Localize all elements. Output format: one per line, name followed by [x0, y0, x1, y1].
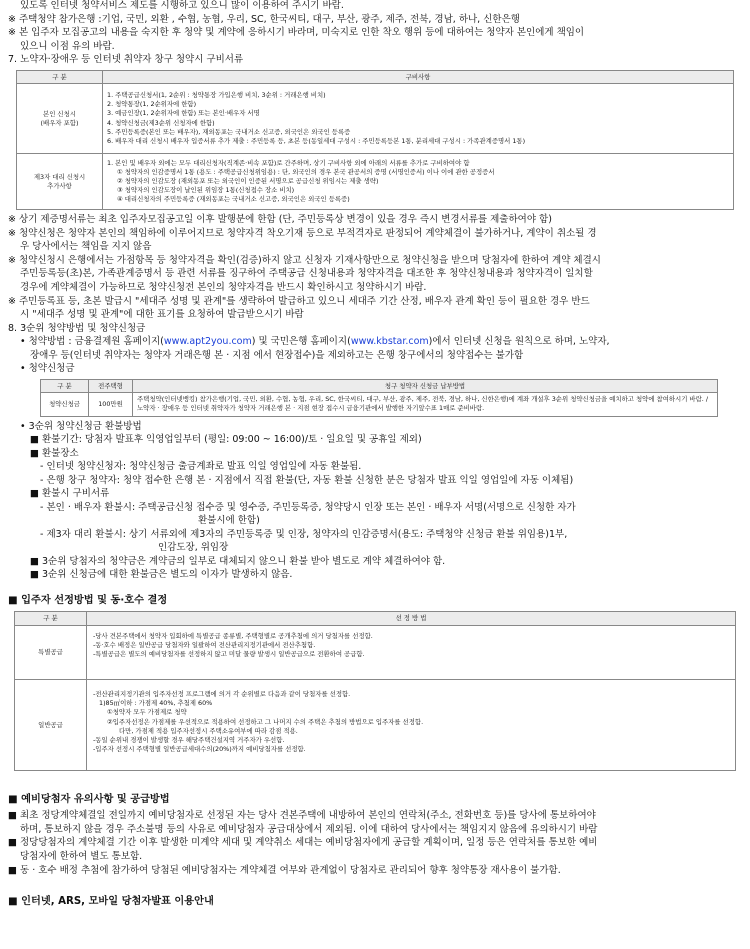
note-line: 우 당사에서는 책임을 지지 않음	[20, 241, 152, 253]
documents-table-header-items: 구비사항	[103, 70, 734, 84]
refund-line: ■ 환불시 구비서류	[30, 488, 110, 500]
documents-table	[16, 70, 734, 211]
table-row	[15, 626, 736, 680]
row-label: 제3자 대리 신청시 추가사항	[17, 153, 103, 209]
note-line: 경우에 계약체결이 가능하므로 청약신청전 본인의 청약자격을 반드시 확인하시고 청약하시기 바람.	[20, 281, 427, 293]
deposit-table-header-method: 청구 청약자 신청금 납부방법	[133, 379, 718, 393]
section8-heading: 8. 3순위 청약방법 및 청약신청금	[8, 322, 146, 334]
note-line: 주민등록등(초)본, 가족관계증명서 등 관련 서류를 징구하여 주택공급 신청내용과 청약자격을 대조한 후 청약신청내용과 청약자격이 일치할	[20, 268, 593, 280]
intro-block	[8, 0, 742, 53]
deposit-table	[40, 379, 718, 417]
selection-table-header-method: 선 정 방 법	[87, 612, 736, 626]
deposit-table-header-category: 구 분	[41, 379, 89, 393]
special-supply-label: 특별공급	[15, 626, 87, 680]
note-line: ※ 청약신청은 청약자 본인의 책임하에 이루어지므로 청약자격 착오기재 등으로 부적격자로 판정되어 계약체결이 불가하거나, 계약이 취소될 경	[8, 227, 597, 239]
table-row	[17, 153, 734, 209]
general-supply-label: 일반공급	[15, 680, 87, 771]
reserve-line: ■ 동 · 호수 배정 추첨에 참가하여 당첨된 예비당첨자는 계약체결 여부와 관계없이 당첨자로 관리되어 향후 청약통장 재사용이 불가함.	[8, 864, 561, 876]
note-line: 시 "세대주 성명 및 관계"에 대한 표기를 요청하여 발급받으시기 바람	[20, 309, 304, 321]
row-label: 본인 신청시 (배우자 포함)	[17, 84, 103, 154]
reserve-line: 당첨자에 한하여 별도 통보함.	[20, 850, 143, 862]
refund-line: ■ 3순위 당첨자의 청약금은 계약금의 일부로 대체되지 않으니 환불 받아 별도로 계약 체결하여야 함.	[30, 555, 446, 567]
selection-heading: ■ 입주자 선정방법 및 동·호수 결정	[8, 594, 168, 606]
intro-line-1: 있도록 인터넷 청약서비스 제도를 시행하고 있으니 많이 이용하여 주시기 바람.	[20, 0, 344, 11]
selection-table-header-category: 구 분	[15, 612, 87, 626]
kbstar-link[interactable]: www.kbstar.com	[350, 336, 429, 348]
intro-notice: ※ 본 입주자 모집공고의 내용을 숙지한 후 청약 및 계약에 응하시기 바라며, 미숙지로 인한 착오 행위 등에 대하여는 청약자 본인에게 책임이	[8, 27, 585, 39]
refund-line: ■ 3순위 신청금에 대한 환불금은 별도의 이자가 발생하지 않음.	[30, 569, 293, 581]
section7-notes	[8, 214, 742, 321]
reserve-heading: ■ 예비당첨자 유의사항 및 공급방법	[8, 793, 170, 805]
intro-banks: ※ 주택청약 참가은행 :기업, 국민, 외환 , 수협, 농협, 우리, SC, 한국씨티, 대구, 부산, 광주, 제주, 전북, 경남, 하나, 신한은행	[8, 13, 520, 25]
deposit-table-header-type: 전주택형	[89, 379, 133, 393]
deposit-heading: • 청약신청금	[20, 363, 75, 375]
note-line: ※ 청약신청시 은행에서는 가점항목 등 청약자격을 확인(검증)하지 않고 신청자 기재사항만으로 청약신청을 받으며 당첨자에 한하여 계약 체결시	[8, 254, 601, 266]
selection-table	[14, 611, 736, 771]
refund-line: ■ 환불장소	[30, 447, 79, 459]
reserve-line: ■ 정당당첨자의 계약체결 기간 이후 발생한 미계약 세대 및 계약취소 세대는 예비당첨자에게 공급할 계획이며, 일정 등은 연락처를 통보한 예비	[8, 837, 598, 849]
documents-table-header-category: 구 분	[17, 70, 103, 84]
table-row	[17, 84, 734, 154]
reserve-line: ■ 최초 정당계약체결일 전일까지 예비당첨자로 선정된 자는 당사 견본주택에 내방하여 본인의 연락처(주소, 전화번호 등)를 당사에 통보하여야	[8, 810, 596, 822]
refund-line: ■ 환불기간: 당첨자 발표후 익영업일부터 (평일: 09:00 ~ 16:00)/토 · 일요일 및 공휴일 제외)	[30, 434, 422, 446]
table-row	[15, 680, 736, 771]
reserve-line: 하며, 통보하지 않을 경우 주소불명 등의 사유로 예비당첨자 공급대상에서 제외됨. 이에 대하여 당사에서는 책임지지 않음에 유의하시기 바람	[20, 823, 598, 835]
refund-line: - 인터넷 청약신청자: 청약신청금 출금계좌로 발표 익일 영업일에 자동 환불됨.	[40, 461, 362, 473]
refund-block	[8, 421, 742, 582]
deposit-method: 주택청약(인터넷뱅킹) 참가은행(기업, 국민, 외환, 수협, 농협, 우리, SC, 한국씨티, 대구, 부산, 광주, 제주, 전북, 경남, 하나, 신한은행)에 계좌 개설후 3순위 청약신청금을 예치하고 청약에 참여하시기 바람. / 노약자 · 장애우 등 인터넷 취약자가 청약자 거래은행 본 · 지점 현장 접수시 금융기관에서 발행한 자기앞수표 1매로 준비바람.	[133, 393, 718, 416]
note-line: ※ 주민등록표 등, 초본 발급시 "세대주 성명 및 관계"를 생략하여 발급하고 있으니 세대주 기간 산정, 배우자 관계 확인 등이 필요한 경우 반드	[8, 295, 590, 307]
apt2you-link[interactable]: www.apt2you.com	[163, 336, 252, 348]
refund-line: 환불시에 한함)	[198, 515, 260, 527]
general-supply-method: -전산관리지정기관의 입주자선정 프로그램에 의거 각 순위별로 다음과 같이 당첨자를 선정함. 1)85㎡이하 : 가점제 40%, 추첨제 60% ①청약자 모두 가점제로 청약 ②입주자선정은 가점제를 우선적으로 적용하여 선정하고 그 나머지 수의 주택은 추첨의 방법으로 입주자를 선정함. 다만, 가점제 적용 입주자선정시 주택소유여부에 따라 감점 적용. -동일 순위내 경쟁이 발생할 경우 해당주택건설지역 거주자가 우선함. -입주자 선정시 주택형별 일반공급세대수의(20%)까지 예비당첨자를 선정함.	[87, 680, 736, 771]
note-line: ※ 상기 제증명서류는 최초 입주자모집공고일 이후 발행분에 한함 (단, 주민등록상 변경이 있을 경우 즉시 변경서류를 제출하여야 함)	[8, 214, 552, 226]
refund-line: - 제3자 대리 환불시: 상기 서류외에 제3자의 주민등록증 및 인장, 청약자의 인감증명서(용도: 주택청약 신청금 환불 위임용)1부,	[40, 528, 568, 540]
section7-heading: 7. 노약자·장애우 등 인터넷 취약자 창구 청약시 구비서류	[8, 54, 244, 66]
subscription-method-cont: 장애우 등(인터넷 취약자는 청약자 거래은행 본 · 지점 에서 현장접수)을 제외하고는 은행 창구에서의 청약접수는 불가함	[30, 349, 524, 361]
refund-line: - 은행 창구 청약자: 청약 접수한 은행 본 · 지점에서 직접 환불(단, 자동 환불 신청한 분은 당첨자 발표 익일 영업일에 자동 이체됨)	[40, 474, 574, 486]
refund-line: • 3순위 청약신청금 환불방법	[20, 420, 142, 432]
table-row	[41, 393, 718, 416]
special-supply-method: -당사 견본주택에서 청약자 입회하에 특별공급 종류별, 주택형별로 공개추첨에 의거 당첨자를 선정함. -동·호수 배정은 일반공급 당첨자와 일괄하여 전산관리지정기관에서 전산추첨함. -특별공급은 별도의 예비당첨자를 선정하지 않고 미달 물량 발생시 일반공급으로 전환하여 공급함.	[87, 626, 736, 680]
deposit-amount: 100만원	[89, 393, 133, 416]
subscription-method: • 청약방법 : 금융결제원 홈페이지(www.apt2you.com) 및 국민은행 홈페이지(www.kbstar.com)에서 인터넷 신청을 원칙으로 하며, 노약자,	[20, 336, 610, 348]
announcement-heading: ■ 인터넷, ARS, 모바일 당첨자발표 이용안내	[8, 896, 214, 908]
deposit-category: 청약신청금	[41, 393, 89, 416]
refund-line: - 본인 · 배우자 환불시: 주택공급신청 접수증 및 영수증, 주민등록증, 청약당시 인장 또는 본인 · 배우자 서명(서명으로 신청한 자가	[40, 501, 576, 513]
reserve-block	[8, 810, 742, 877]
row-items: 1. 주택공급신청서(1, 2순위 : 청약통장 가입은행 비치, 3순위 : 거래은행 비치) 2. 청약통장(1, 2순위자에 한함) 3. 예금인장(1, 2순위자에 한함) 또는 본인·배우자 서명 4. 청약신청금(제3순위 신청자에 한함) 5. 주민등록증(본인 또는 배우자), 재외동포는 국내거소 신고증, 외국인은 외국인 등록증 6. 배우자 대리 신청시 배우자 입증서류 추가 제출 : 주민등록 등, 초본 등(동일세대 구성시 : 주민등록등본 1통, 분리세대 구성시 : 가족관계증명서 1통)	[103, 84, 734, 154]
row-items: 1. 본인 및 배우자 외에는 모두 대리신청자(직계존·비속 포함)로 간주하며, 상기 구비사항 외에 아래의 서류를 추가로 구비하여야 함 ① 청약자의 인감증명서 1통 (용도 : 주택공급신청위임용) : 단, 외국인의 경우 본국 관공서의 증명 (서명인증서) 이나 이에 관한 공정증서 ② 청약자의 인감도장 (재외동포 또는 외국인이 인증된 서명으로 공급신청 위임시는 제출 생략) ③ 청약자의 인감도장이 날인된 위임장 1통(신청접수 장소 비치) ④ 대리신청자의 주민등록증 (재외동포는 국내거소 신고증, 외국인은 외국인 등록증)	[103, 153, 734, 209]
refund-line: 인감도장, 위임장	[158, 542, 229, 554]
intro-notice-cont: 있으니 이점 유의 바람.	[20, 40, 115, 52]
